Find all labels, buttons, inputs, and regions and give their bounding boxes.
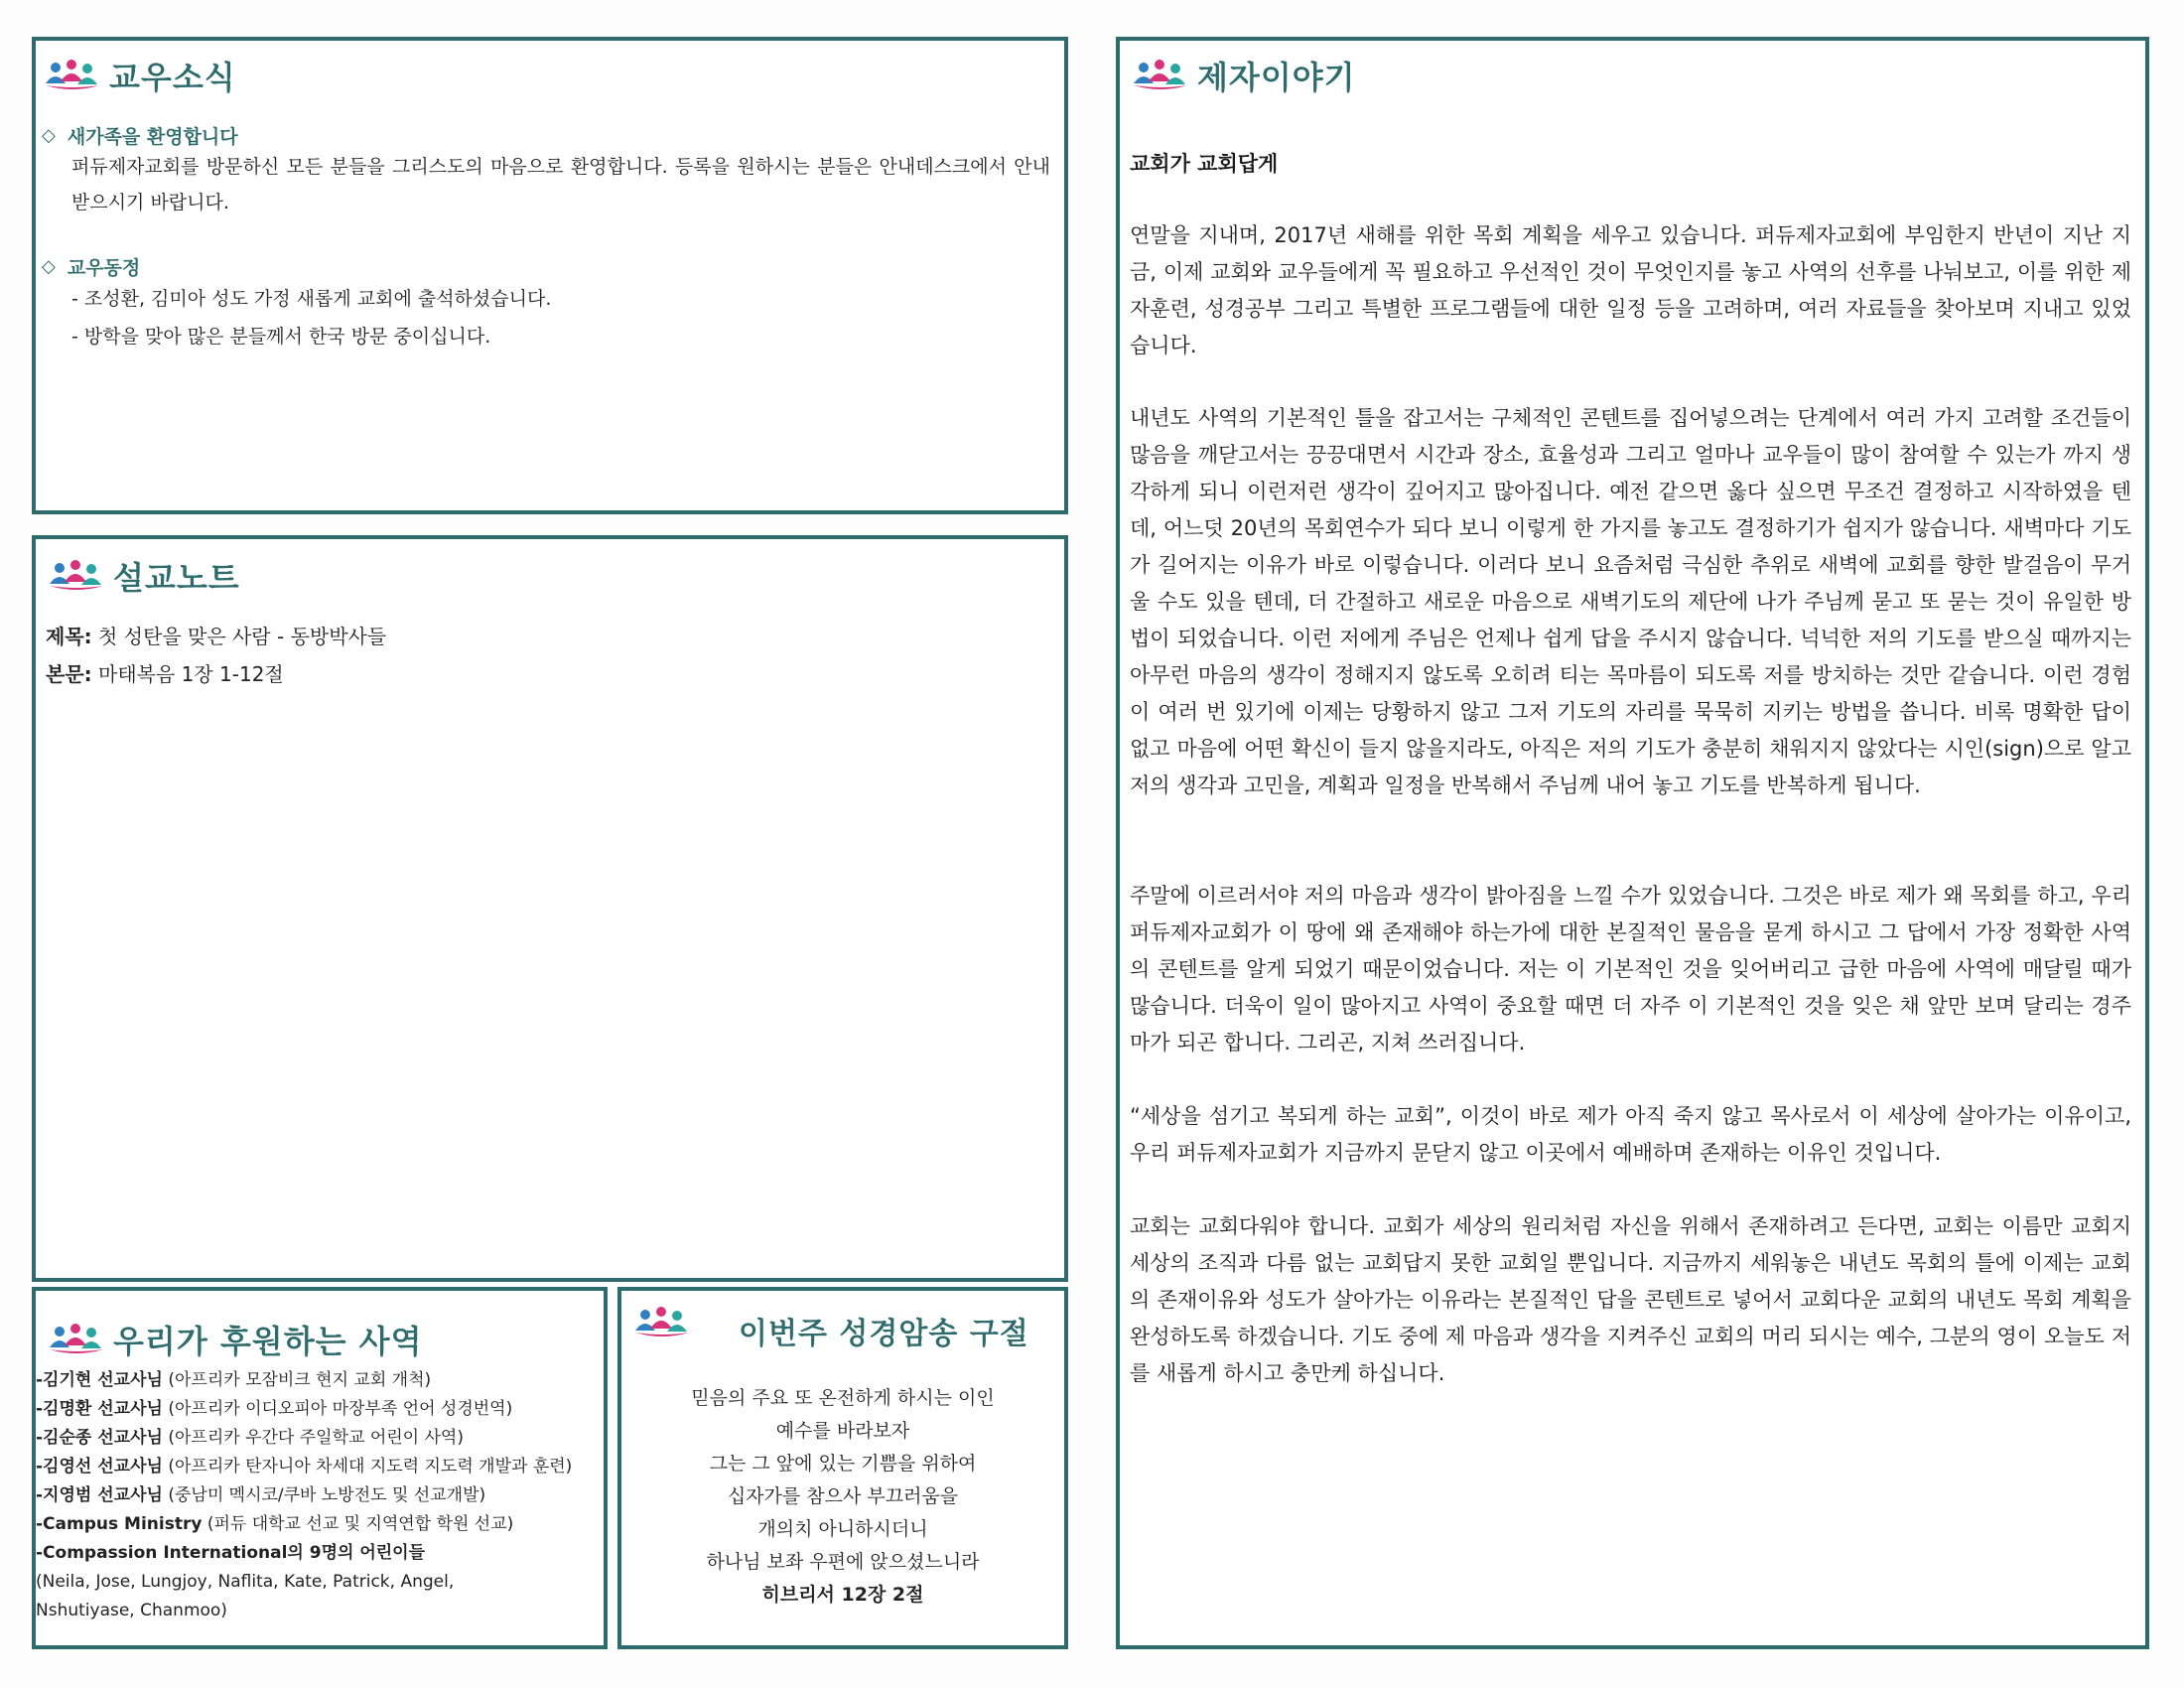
- sermon-text-row: [46, 658, 284, 687]
- verse-line: 개의치 아니하시더니: [757, 1518, 928, 1540]
- sermon-text-label: 본문:: [46, 662, 92, 686]
- list-item: -김영선 선교사님 (아프리카 탄자니아 차세대 지도력 지도력 개발과 훈련): [36, 1457, 573, 1477]
- sermon-text: 마태복음 1장 1-12절: [98, 662, 284, 686]
- verse-text: [621, 1382, 1064, 1612]
- list-item: -김순종 선교사님 (아프리카 우간다 주일학교 어린이 사역): [36, 1428, 464, 1448]
- welcome-heading-row: [42, 122, 1050, 149]
- welcome-text: 퍼듀제자교회를 방문하신 모든 분들을 그리스도의 마음으로 환영합니다. 등록을 원하시는 분들은 안내데스크에서 안내받으시기 바랍니다.: [71, 156, 1050, 213]
- members-heading-row: [42, 253, 1050, 280]
- news-title: 교우소식: [109, 59, 236, 96]
- mission-panel: [32, 1287, 608, 1649]
- list-item: -김기현 선교사님 (아프리카 모잠비크 현지 교회 개척): [36, 1370, 432, 1390]
- list-item: -지영범 선교사님 (중남미 멕시코/쿠바 노방전도 및 선교개발): [36, 1485, 486, 1505]
- verse-line: 예수를 바라보자: [775, 1420, 910, 1442]
- story-subtitle: 교회가 교회답게: [1130, 152, 1279, 176]
- sermon-panel: [32, 535, 1068, 1282]
- verse-line: 그는 그 앞에 있는 기쁨을 위하여: [709, 1453, 977, 1475]
- people-group-icon: [633, 1305, 691, 1340]
- verse-header: [633, 1305, 699, 1340]
- children-names-line: Nshutiyase, Chanmoo): [36, 1601, 227, 1620]
- story-paragraph: “세상을 섬기고 복되게 하는 교회”, 이것이 바로 제가 아직 죽지 않고 목사로서 이 세상에 살아가는 이유이고, 우리 퍼듀제자교회가 지금까지 문닫지 않고 이곳에서 예배하며 존재하는 이유인 것입니다.: [1130, 1104, 2131, 1165]
- list-item: -Campus Ministry (퍼듀 대학교 선교 및 지역연합 학원 선교): [36, 1514, 514, 1534]
- children-names-line: (Neila, Jose, Lungjoy, Naflita, Kate, Patrick, Angel,: [36, 1572, 455, 1592]
- sermon-subject: 첫 성탄을 맞은 사람 - 동방박사들: [98, 625, 387, 648]
- sermon-header: [48, 553, 240, 599]
- verse-title: 이번주 성경암송 구절: [739, 1317, 1029, 1351]
- verse-line: 하나님 보좌 우편에 앉으셨느니라: [706, 1551, 980, 1573]
- diamond-icon: ◇: [42, 256, 56, 277]
- members-section: [42, 253, 1050, 355]
- story-paragraph: 주말에 이르러서야 저의 마음과 생각이 밝아짐을 느낄 수가 있었습니다. 그것은 바로 제가 왜 목회를 하고, 우리 퍼듀제자교회가 이 땅에 왜 존재해야 하는가에 대한 본질적인 물음을 묻게 하시고 그 답에서 가장 정확한 사역의 콘텐트를 알게 되었기 때문이었습니다. 저는 이 기본적인 것을 잊어버리고 급한 마음에 사역에 매달릴 때가 많습니다. 더욱이 일이 많아지고 사역이 중요할 때면 더 자주 이 기본적인 것을 잊은 채 앞만 보며 달리는 경주마가 되곤 합니다. 그리곤, 지쳐 쓰러집니다.: [1130, 884, 2131, 1055]
- people-group-icon: [1132, 58, 1189, 93]
- members-item: - 조성환, 김미아 성도 가정 새롭게 교회에 출석하셨습니다.: [71, 288, 552, 310]
- verse-panel: [617, 1287, 1068, 1649]
- story-paragraph: 내년도 사역의 기본적인 틀을 잡고서는 구체적인 콘텐트를 집어넣으려는 단계에서 여러 가지 고려할 조건들이 많음을 깨닫고서는 끙끙대면서 시간과 장소, 효율성과 그리고 얼마나 교우들이 많이 참여할 수 있는가 까지 생각하게 되니 이런저런 생각이 깊어지고 많아집니다. 예전 같으면 옳다 싶으면 무조건 결정하고 시작하였을 텐데, 어느덧 20년의 목회연수가 되다 보니 이렇게 한 가지를 놓고도 결정하기가 쉽지가 않습니다. 새벽마다 기도가 길어지는 이유가 바로 이렇습니다. 이러다 보니 요즘처럼 극심한 추위로 새벽에 교회를 향한 발걸음이 무거울 수도 있을 텐데, 더 간절하고 새로운 마음으로 새벽기도의 제단에 나가 주님께 묻고 또 묻는 것이 유일한 방법이 되었습니다. 이런 저에게 주님은 언제나 쉽게 답을 주시지 않습니다. 넉넉한 저의 기도를 받으실 때까지는 아무런 마음의 생각이 정해지지 않도록 오히려 티는 목마름이 되도록 저를 방치하는 것만 같습니다. 이런 경험이 여러 번 있기에 이제는 당황하지 않고 그저 기도의 자리를 묵묵히 지키는 방법을 씁니다. 비록 명확한 답이 없고 마음에 어떤 확신이 들지 않을지라도, 아직은 저의 기도가 충분히 채워지지 않았다는 시인(sign)으로 알고 저의 생각과 고민을, 계획과 일정을 반복해서 주님께 내어 놓고 기도를 반복하게 됩니다.: [1130, 406, 2131, 797]
- story-panel: [1116, 37, 2149, 1649]
- people-group-icon: [48, 558, 105, 594]
- diamond-icon: ◇: [42, 125, 56, 146]
- people-group-icon: [44, 58, 101, 93]
- verse-reference: 히브리서 12장 2절: [761, 1584, 924, 1606]
- welcome-heading: 새가족을 환영합니다: [67, 126, 238, 148]
- sermon-title: 설교노트: [113, 559, 240, 597]
- welcome-section: [42, 122, 1050, 220]
- mission-list: [36, 1366, 596, 1625]
- verse-line: 십자가를 참으사 부끄러움을: [727, 1485, 959, 1507]
- verse-line: 믿음의 주요 또 온전하게 하시는 이인: [691, 1387, 995, 1409]
- story-title: 제자이야기: [1197, 59, 1356, 96]
- members-heading: 교우동정: [67, 257, 141, 279]
- list-item: -Compassion International의 9명의 어린이들: [36, 1543, 426, 1563]
- news-header: [44, 53, 236, 98]
- story-paragraph: 연말을 지내며, 2017년 새해를 위한 목회 계획을 세우고 있습니다. 퍼듀제자교회에 부임한지 반년이 지난 지금, 이제 교회와 교우들에게 꼭 필요하고 우선적인 것이 무엇인지를 놓고 사역의 선후를 나눠보고, 이를 위한 제자훈련, 성경공부 그리고 특별한 프로그램들에 대한 일정 등을 고려하며, 여러 자료들을 찾아보며 지내고 있었습니다.: [1130, 223, 2131, 357]
- sermon-subject-row: [46, 621, 386, 649]
- mission-header: [48, 1317, 423, 1362]
- members-item: - 방학을 맞아 많은 분들께서 한국 방문 중이십니다.: [71, 326, 491, 348]
- news-panel: [32, 37, 1068, 514]
- list-item: -김명환 선교사님 (아프리카 이디오피아 마장부족 언어 성경번역): [36, 1399, 513, 1419]
- people-group-icon: [48, 1322, 105, 1357]
- sermon-subject-label: 제목:: [46, 625, 92, 648]
- story-header: [1132, 53, 1356, 98]
- mission-title: 우리가 후원하는 사역: [113, 1323, 423, 1360]
- story-paragraph: 교회는 교회다워야 합니다. 교회가 세상의 원리처럼 자신을 위해서 존재하려고 든다면, 교회는 이름만 교회지 세상의 조직과 다름 없는 교회답지 못한 교회일 뿐입니다. 지금까지 세워놓은 내년도 목회의 틀에 이제는 교회의 존재이유와 성도가 살아가는 이유라는 본질적인 답을 콘텐트로 넣어서 교회다운 교회의 내년도 목회 계획을 완성하도록 하겠습니다. 기도 중에 제 마음과 생각을 지켜주신 교회의 머리 되시는 예수, 그분의 영이 오늘도 저를 새롭게 하시고 충만케 하십니다.: [1130, 1214, 2131, 1385]
